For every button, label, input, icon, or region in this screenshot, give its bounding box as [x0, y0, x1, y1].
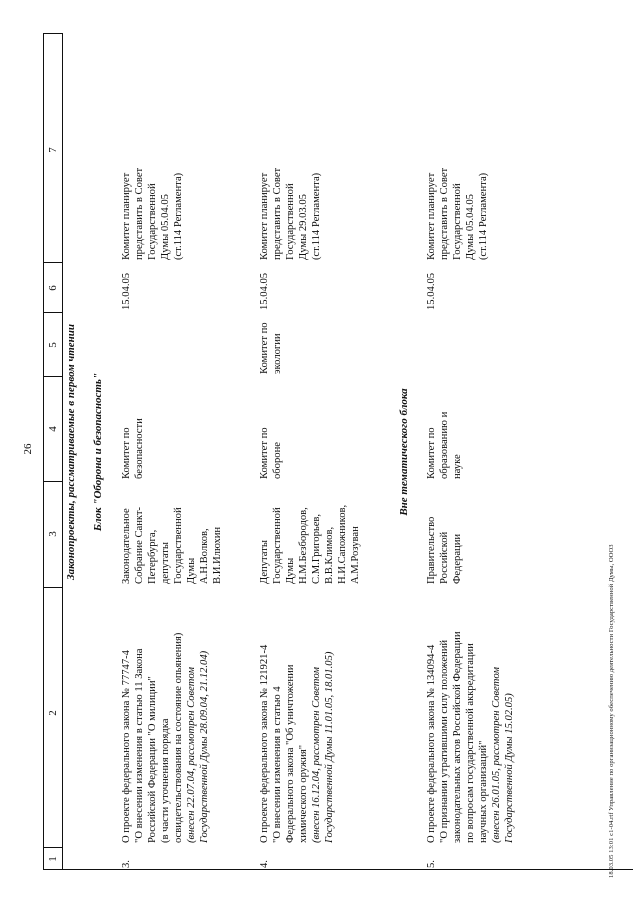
initiator-line: Думы [186, 557, 197, 584]
initiator-line: Думы [285, 557, 296, 584]
title-line: по вопросам государственной аккредитации [465, 643, 476, 843]
note-line: Государственной Думы 15.02.05) [504, 693, 515, 843]
note-line: Государственной Думы 28.09.04, 21.12.04) [199, 650, 210, 843]
initiator-line: Государственной [272, 507, 283, 584]
co-committee-line: экологии [272, 333, 283, 374]
column-number: 4 [47, 426, 59, 432]
column-separator [43, 312, 63, 313]
row-number: 4. [259, 860, 270, 868]
status-line: представить в Совет [134, 167, 145, 260]
block-heading-defense: Блок "Оборона и безопасность" [92, 372, 104, 532]
row-committee [425, 412, 464, 479]
row-committee [120, 418, 146, 479]
committee-line: обороне [272, 442, 283, 479]
page-number: 26 [22, 443, 34, 455]
row-status [120, 168, 185, 260]
column-separator [43, 587, 63, 588]
status-line: представить в Совет [272, 167, 283, 260]
block-heading-nonthematic: Вне тематического блока [398, 388, 410, 516]
title-line: "О внесении изменения в статью 11 Закона [134, 648, 145, 843]
row-date: 15.04.05 [259, 272, 270, 310]
row-status [258, 168, 323, 260]
column-separator [43, 376, 63, 377]
table-left-border [43, 869, 633, 870]
status-line: Государственной [285, 183, 296, 260]
title-line: "О внесении изменения в статью 4 [272, 686, 283, 843]
title-line: Российской Федерации "О милиции" [147, 676, 158, 843]
status-line: (ст.114 Регламента) [173, 172, 184, 260]
status-line: Думы 29.03.05 [298, 194, 309, 260]
status-line: Думы 05.04.05 [465, 194, 476, 260]
section-heading: Законопроекты, рассматриваемые в первом чтении [65, 324, 77, 580]
initiator-line: депутаты [160, 542, 171, 584]
title-line: О проекте федерального закона № 134094-4 [426, 644, 437, 843]
title-line: (в части уточнения порядка [160, 718, 171, 843]
note-line: (внесен 16.12.04, рассмотрен Советом [311, 667, 322, 843]
title-line: химического оружия" [298, 744, 309, 843]
row-committee [258, 427, 284, 479]
note-line: (внесен 26.01.05, рассмотрен Советом [491, 667, 502, 843]
title-line: Федерального закона "Об уничтожении [285, 664, 296, 843]
initiator-line: Депутаты [259, 540, 270, 584]
initiator-line: В.В.Климов, [324, 526, 335, 584]
status-line: Государственной [452, 183, 463, 260]
initiator-line: Федерации [452, 533, 463, 584]
row-number: 5. [426, 860, 437, 868]
column-separator [43, 481, 63, 482]
status-line: (ст.114 Регламента) [311, 172, 322, 260]
title-line: О проекте федерального закона № 77747-4 [121, 650, 132, 843]
row-title [425, 632, 516, 844]
column-number: 3 [47, 531, 59, 537]
note-line: (внесен 22.07.04, рассмотрен Советом [186, 667, 197, 843]
committee-line: Комитет по [426, 427, 437, 479]
initiator-line: А.М.Розуван [350, 526, 361, 584]
row-initiator [120, 507, 224, 584]
table-top-border [43, 34, 44, 870]
initiator-line: Правительство [426, 516, 437, 584]
column-number: 2 [47, 710, 59, 716]
initiator-line: Законодательное [121, 508, 132, 584]
row-date: 15.04.05 [121, 272, 132, 310]
initiator-line: В.И.Илюхин [212, 526, 223, 584]
row-status [425, 168, 490, 260]
title-line: научных организаций" [478, 740, 489, 843]
committee-line: безопасности [134, 418, 145, 479]
status-line: (ст.114 Регламента) [478, 172, 489, 260]
status-line: Комитет планирует [121, 172, 132, 260]
initiator-line: Н.И.Сапожников, [337, 504, 348, 584]
document-footer: 18.03.05 13:01 c1-04.rtf Управление по организационному обеспечению деятельности Государственной Думы, ООО3 [608, 544, 615, 878]
initiator-line: Петербурга, [147, 529, 158, 584]
column-number: 5 [47, 342, 59, 348]
committee-line: Комитет по [259, 427, 270, 479]
note-line: Государственной Думы 11.01.05, 18.01.05) [324, 651, 335, 843]
column-number: 6 [47, 285, 59, 291]
table-right-border [43, 33, 63, 34]
row-co-committee [258, 322, 284, 374]
table-header-bottom-border [62, 34, 63, 870]
status-line: представить в Совет [439, 167, 450, 260]
row-initiator [258, 505, 362, 584]
initiator-line: Российской [439, 531, 450, 584]
co-committee-line: Комитет по [259, 322, 270, 374]
status-line: Государственной [147, 183, 158, 260]
initiator-line: Собрание Санкт- [134, 506, 145, 584]
column-number: 1 [47, 856, 59, 862]
initiator-line: А.Н.Волков, [199, 528, 210, 584]
committee-line: Комитет по [121, 427, 132, 479]
row-initiator [425, 517, 464, 584]
status-line: Комитет планирует [259, 172, 270, 260]
row-title [258, 645, 336, 843]
committee-line: науке [452, 454, 463, 479]
committee-line: образованию и [439, 411, 450, 479]
initiator-line: Н.М.Безбородов, [298, 507, 309, 584]
row-title [120, 633, 211, 843]
initiator-line: Государственной [173, 507, 184, 584]
status-line: Думы 05.04.05 [160, 194, 171, 260]
title-line: О проекте федерального закона № 121921-4 [259, 644, 270, 843]
column-separator [43, 262, 63, 263]
row-number: 3. [121, 860, 132, 868]
status-line: Комитет планирует [426, 172, 437, 260]
title-line: законодательных актов Российской Федерации [452, 631, 463, 843]
initiator-line: С.М.Григорьев, [311, 513, 322, 584]
title-line: "О признании утратившими силу положений [439, 639, 450, 843]
row-date: 15.04.05 [426, 272, 437, 310]
title-line: освидетельствования на состояние опьянения) [173, 632, 184, 843]
column-number: 7 [47, 147, 59, 153]
